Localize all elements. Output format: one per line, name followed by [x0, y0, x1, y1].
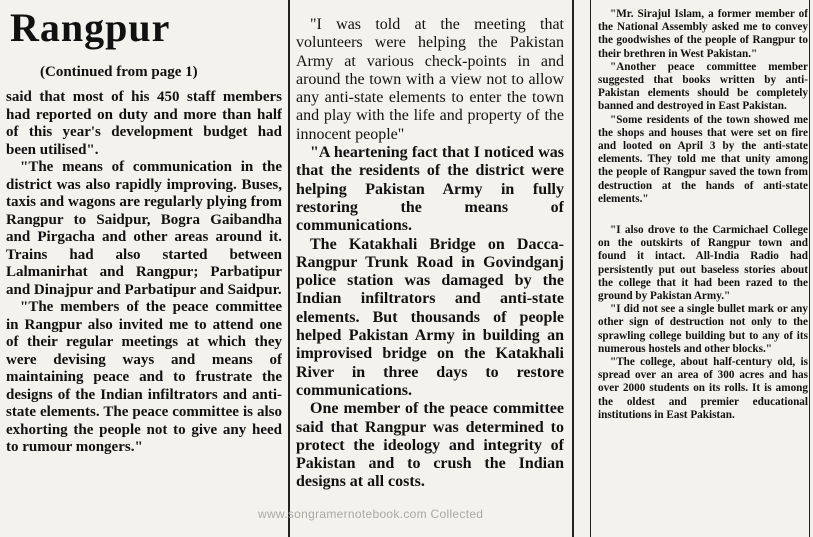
- continued-note: (Continued from page 1): [40, 64, 198, 80]
- paragraph: said that most of his 450 staff members had reported on duty and more than half of this year's development budget had been utilised".: [6, 89, 282, 158]
- article-column-3: [598, 0, 808, 537]
- column-rule-3: [590, 0, 591, 537]
- paragraph: "Another peace committee member suggested that books written by anti-Pakistan elements should be completely banned and destroyed in East Pakistan.: [598, 60, 808, 113]
- paragraph: "The college, about half-century old, is spread over an area of 300 acres and has over 2000 students on its rolls. It is among the oldest and premier educational institutions in East Pakistan.: [598, 356, 808, 421]
- column-rule-2: [572, 0, 574, 537]
- paragraph: One member of the peace committee said that Rangpur was determined to protect the ideology and integrity of Pakistan and to crush the Indian designs at all costs.: [296, 400, 564, 491]
- article-column-2: [296, 0, 564, 537]
- paragraph: "I also drove to the Carmichael College on the outskirts of Rangpur town and found it intact. All-India Radio had persistently put out baseless stories about the college that it had been razed to the ground by Pakistan Army.": [598, 224, 808, 303]
- watermark: www.songramernotebook.com Collected: [258, 507, 484, 521]
- paragraph: "The means of communication in the district was also rapidly improving. Buses, taxis and wagons are regularly plying from Rangpur to Saidpur, Bogra Gaibandha and Pirgacha and other areas around it. Trains had also started between Lalmanirhat and Rangpur; Parbatipur and Dinajpur and Parbatipur and Saidpur.: [6, 159, 282, 298]
- article-column-1: [6, 0, 282, 537]
- headline: Rangpur: [10, 5, 171, 50]
- paragraph: "I was told at the meeting that volunteers were helping the Pakistan Army at various check-points in and around the town with a view not to allow any anti-state elements to enter the town and play with the life and property of the innocent people": [296, 16, 564, 143]
- paragraph: The Katakhali Bridge on Dacca-Rangpur Trunk Road in Govindganj police station was damaged by the Indian infiltrators and anti-state elements. But thousands of people helped Pakistan Army in building an improvised bridge on the Katakhali River in three days to restore communications.: [296, 235, 564, 399]
- column-rule-4: [809, 0, 810, 537]
- paragraph: "I did not see a single bullet mark or any other sign of destruction not only to the sprawling college building but to any of its numerous hostels and other blocks.": [598, 303, 808, 355]
- paragraph: "A heartening fact that I noticed was that the residents of the district were helping Pakistan Army in fully restoring the means of communications.: [296, 144, 564, 235]
- paragraph: "Mr. Sirajul Islam, a former member of the National Assembly asked me to convey the goodwishes of the people of Rangpur to their brethren in West Pakistan.": [598, 8, 808, 60]
- column-rule-1: [288, 0, 290, 537]
- paragraph: "The members of the peace committee in Rangpur also invited me to attend one of their regular meetings at which they were devising ways and means of maintaining peace and to frustrate the designs of the Indian infiltrators and anti-state elements. The peace committee is also exhorting the people not to give any heed to rumour mongers.": [6, 299, 282, 455]
- paragraph: "Some residents of the town showed me the shops and houses that were set on fire and looted on April 3 by the anti-state elements. They told me that unity among the people of Rangpur saved the town from destruction at the hands of anti-state elements.": [598, 113, 808, 205]
